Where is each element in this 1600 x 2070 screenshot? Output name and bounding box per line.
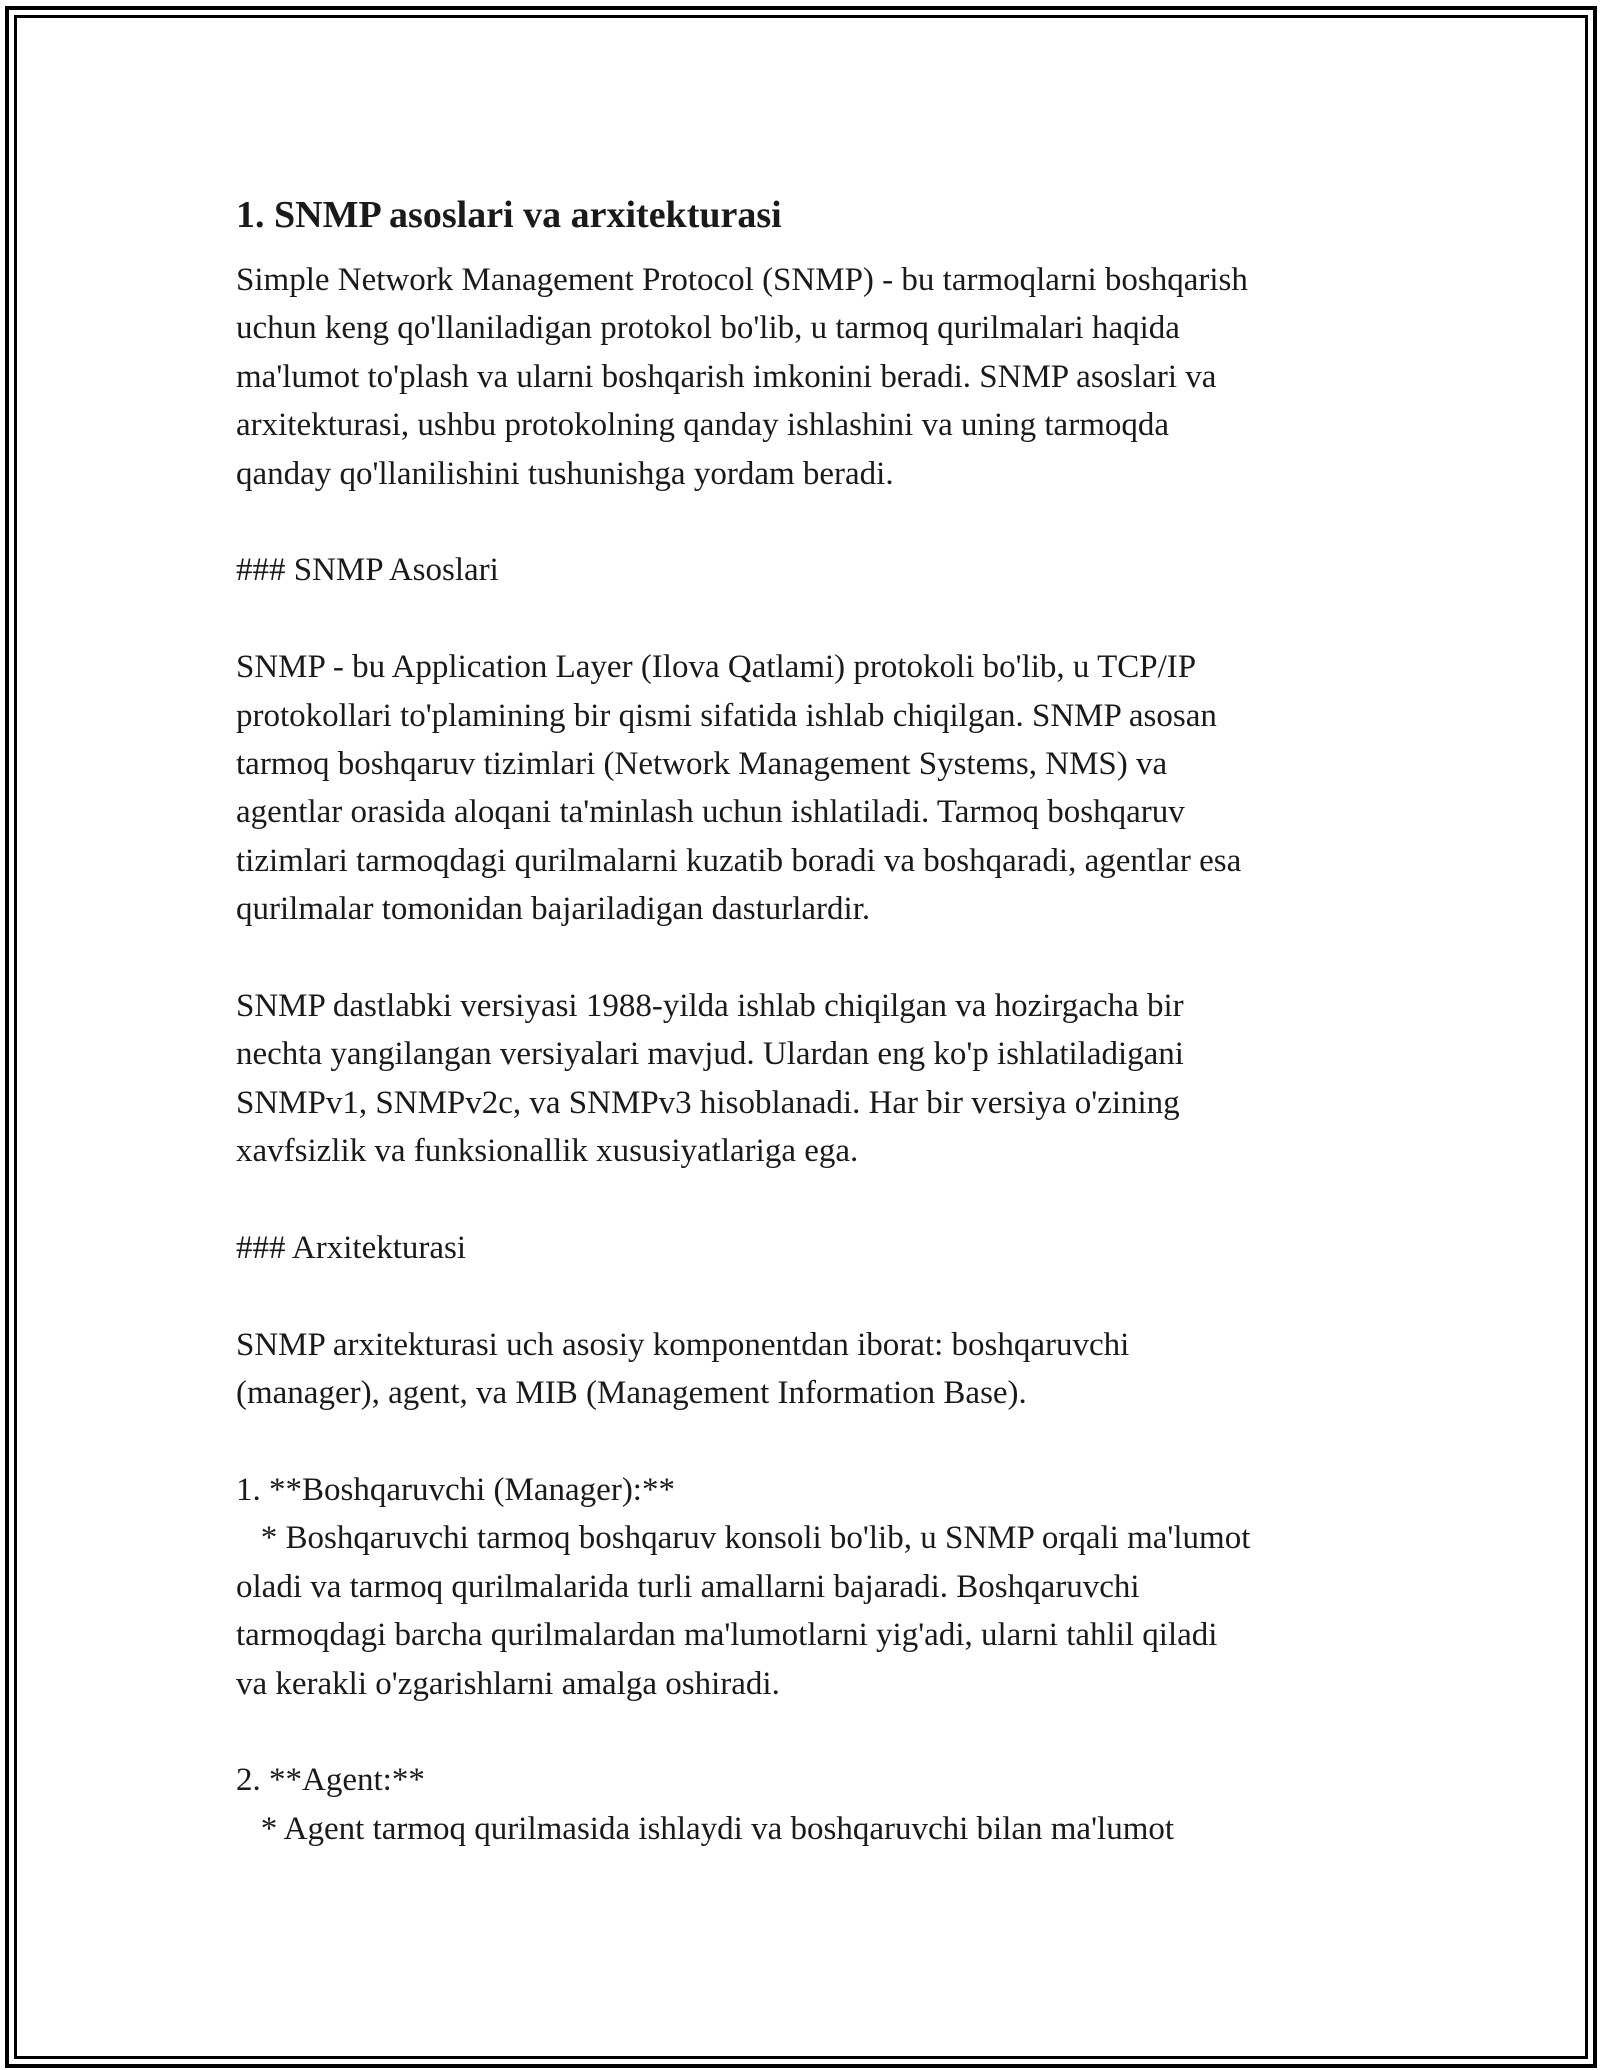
text-line: Simple Network Management Protocol (SNMP) - bu tarmoqlarni boshqarish [236,262,1248,298]
text-line: tarmoqdagi barcha qurilmalardan ma'lumotlarni yig'adi, ularni tahlil qiladi [236,1617,1218,1654]
text-line: * Boshqaruvchi tarmoq boshqaruv konsoli bo'lib, u SNMP orqali ma'lumot [236,1520,1251,1557]
text-line: * Agent tarmoq qurilmasida ishlaydi va boshqaruvchi bilan ma'lumot [236,1810,1175,1847]
text-line: xavfsizlik va funksionallik xususiyatlariga ega. [236,1133,859,1170]
text-line: SNMPv1, SNMPv2c, va SNMPv3 hisoblanadi. Har bir versiya o'zining [236,1084,1180,1121]
blank-line [236,1176,1386,1224]
blank-line [236,934,1386,982]
text-line: ma'lumot to'plash va ularni boshqarish imkonini beradi. SNMP asoslari va [236,358,1217,395]
text-line: nechta yangilangan versiyalari mavjud. Ulardan eng ko'p ishlatiladigani [236,1036,1184,1073]
text-line: (manager), agent, va MIB (Management Information Base). [236,1375,1027,1412]
text-line: qurilmalar tomonidan bajariladigan dasturlardir. [236,891,871,928]
blank-line [236,595,1386,643]
text-line: tarmoq boshqaruv tizimlari (Network Management Systems, NMS) va [236,746,1168,783]
text-line: oladi va tarmoq qurilmalarida turli amallarni bajaradi. Boshqaruvchi [236,1568,1140,1605]
document-title: 1. SNMP asoslari va arxitekturasi [236,194,782,236]
document-body [236,190,1386,1853]
text-line: ### SNMP Asoslari [236,552,499,589]
blank-line [236,1418,1386,1466]
text-line: SNMP dastlabki versiyasi 1988-yilda ishlab chiqilgan va hozirgacha bir [236,988,1184,1025]
text-line: protokollari to'plamining bir qismi sifatida ishlab chiqilgan. SNMP asosan [236,697,1217,734]
text-line: qanday qo'llanilishini tushunishga yordam beradi. [236,455,894,492]
text-line: ### Arxitekturasi [236,1230,467,1267]
text-line: 2. **Agent:** [236,1762,425,1799]
blank-line [236,1272,1386,1320]
text-line: SNMP arxitekturasi uch asosiy komponentdan iborat: boshqaruvchi [236,1326,1130,1363]
document-text [236,256,1386,1853]
text-line: tizimlari tarmoqdagi qurilmalarni kuzatib boradi va boshqaradi, agentlar esa [236,842,1242,879]
text-line: va kerakli o'zgarishlarni amalga oshiradi. [236,1665,780,1702]
text-line: 1. **Boshqaruvchi (Manager):** [236,1472,675,1509]
text-line: arxitekturasi, ushbu protokolning qanday ishlashini va uning tarmoqda [236,407,1170,444]
text-line: uchun keng qo'llaniladigan protokol bo'lib, u tarmoq qurilmalari haqida [236,310,1180,347]
blank-line [236,1708,1386,1756]
blank-line [236,498,1386,546]
text-line: SNMP - bu Application Layer (Ilova Qatlami) protokoli bo'lib, u TCP/IP [236,649,1197,686]
text-line: agentlar orasida aloqani ta'minlash uchun ishlatiladi. Tarmoq boshqaruv [236,794,1185,831]
